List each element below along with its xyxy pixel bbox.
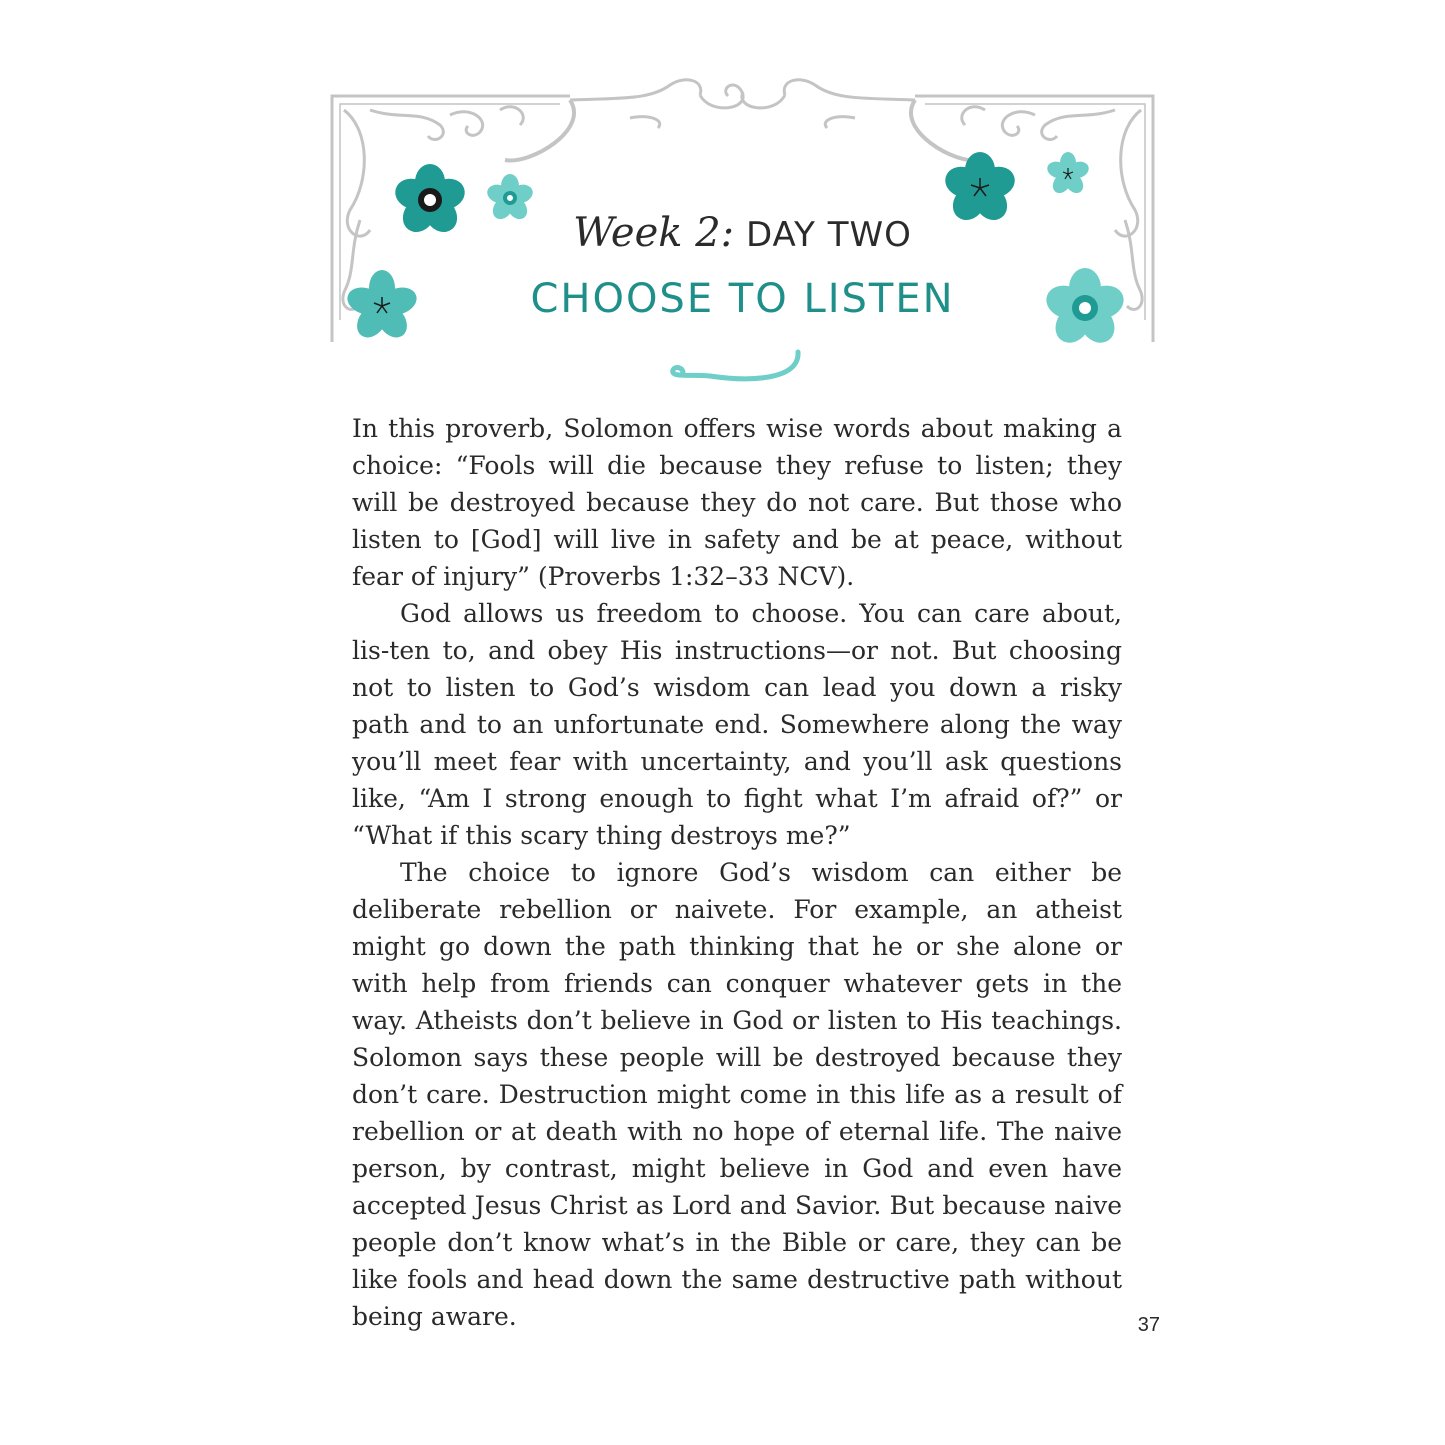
paragraph: The choice to ignore God’s wisdom can either be deliberate rebellion or naivete. For example, an atheist might go down the path thinking that he or she alone or with help from friends can conquer whatever gets in the way. Atheists don’t believe in God or listen to His teachings. Solomon says these people will be destroyed because they don’t care. Destruction might come in this life as a result of rebellion or at death with no hope of eternal life. The naive person, by contrast, might believe in God and even have accepted Jesus Christ as Lord and Savior. But because naive people don’t know what’s in the Bible or care, they can be like fools and head down the same destructive path without being aware. xyxy=(352,858,1122,1331)
flower-icon xyxy=(1045,152,1091,197)
week-day-heading xyxy=(330,210,1155,256)
swash-icon xyxy=(673,352,798,379)
page-number: 37 xyxy=(1137,1314,1160,1336)
week-label: Week 2: xyxy=(573,210,735,256)
page-title: CHOOSE TO LISTEN xyxy=(530,276,955,322)
day-label: DAY TWO xyxy=(745,215,912,255)
body-text xyxy=(352,410,1122,1335)
paragraph: In this proverb, Solomon offers wise words about making a choice: “Fools will die because they refuse to listen; they will be destroyed because they do not care. But those who listen to [God] will live in safety and be at peace, without fear of injury” (Proverbs 1:32–33 NCV). xyxy=(352,414,1122,591)
paragraph: God allows us freedom to choose. You can care about, lis-ten to, and obey His instructions—or not. But choosing not to listen to God’s wisdom can lead you down a risky path and to an unfortunate end. Somewhere along the way you’ll meet fear with uncertainty, and you’ll ask questions like, “Am I strong enough to fight what I’m afraid of?” or “What if this scary thing destroys me?” xyxy=(352,599,1122,850)
